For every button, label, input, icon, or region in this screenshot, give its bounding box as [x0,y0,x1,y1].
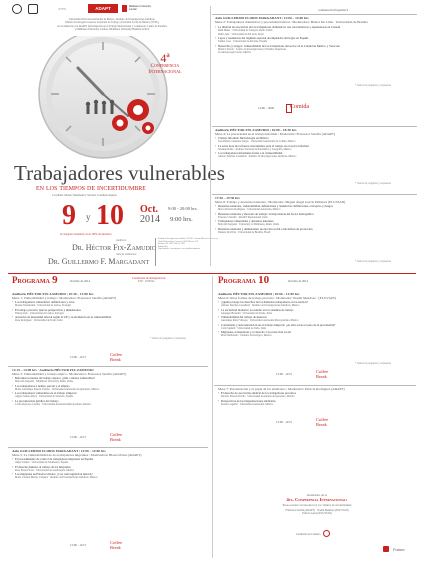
divider [214,385,416,386]
conferencia-label: Conferencia [150,64,180,69]
aula-label: Aula de seminarios: [116,253,137,256]
coffee-time: 12:00 - 12:15 [276,372,293,376]
main-title: Trabajadores vulnerables [14,161,225,185]
coffee-time: 12:00 - 12:15 [276,420,293,424]
date-month: Oct. [140,204,159,215]
auditorio-name: Dr. Héctor Fix-Zamudio [72,243,157,252]
program9-session2: 12:15 – 14:00 hrs · Auditorio HÉCTOR FIX-ZAMUDIO Mesa 3: Vulnerabilidad y trabajo atípico / Moderadora: Francesca Serafin (ADAPT) • Reformas recientes del trabajo atípico: ¿más o menos vulnerables? Malcolm Sargeant · Middlesex University, Reino Unido • Los trabajadores a tiempo parcial y el empleo María Guadalupe Salazar Llamas · Universidad Autónoma de Querétaro, México • Los trabajadores vulnerables en el trabajo temporal Ángela Vanesa Pérez · Universidad de Valencia, España • La precarización jurídica del trabajo Carlos Reynoso Castillo · Universidad Autónoma Metropolitana, México [12,368,207,406]
coffee-time: 12:00 - 12:15 [70,435,87,439]
comida-icon [286,104,292,113]
clausura-icon [323,530,330,537]
opening-title: Ceremonia de Inauguración [132,276,166,280]
coffee-break: Coffee Break [316,369,329,379]
date-time1: 9:00 - 20:00 hrs. [168,206,198,211]
unam-logo [10,4,24,13]
opening-time: 9:30 · 10:00 hrs [138,280,155,283]
coffee-break: Coffee Break [316,417,329,427]
program9-session1: Auditorio HÉCTOR FIX-ZAMUDIO | 10:30 – 12:00 hrs Mesa 1: Vulnerabilidad y trabajo / Moderadora: Francesca Serafin (ADAPT) • Los trabajadores vulnerables: definiciones y retos Moisés Tenenbaum · Universidad de Lisboa, Portugal • El trabajo precario: nuevas perspectivas y dimensiones Tibisay Pelo · Universidad de Lisboa, Portugal • Acuerdos de intensidad laboral según la UE y su incidencia en la vulnerabilidad Rosa Rodríguez · Universidad de Turín, Italia [12,292,207,323]
header-logos [10,4,170,16]
adapt-logo: ADAPT [88,4,118,13]
divider-vertical-top [155,238,156,266]
auditorio-label: Auditorio: [116,239,127,242]
date-day1: 9 [62,200,76,231]
divider [212,194,417,195]
right-low-session: 17:30 – 19:30 hrs Mesa 6: Trabajo y desastres naturales / Moderador: Miguel Ángel García Peñaloza (ELUVIAN) • Desastres naturales, vulnerabilidad, definiciones y tendencias: definiciones, conceptos y riesgos Marco Ricardo Rodríguez · Universidad Autónoma, México • Desastres naturales y mercado de trabajo: la importancia del factor demográfico Francesca Serafin · ADAPT International, Italia • Trabajadores vulnerables y desastres naturales Malcolm Sargeant · University of Middlesex, Reino Unido • Desastres naturales y ambientales: protección social e iniciativas de protección Daniela De Oliva · Universidad de Brasilia, Brasil [215,196,420,234]
note: * Sesión de preguntas y respuestas [150,337,186,340]
coffee-time: 12:00 - 12:15 [70,543,87,547]
date-y: y [86,212,91,222]
main-subtitle: en los tiempos de incertidumbre [36,183,146,192]
divider [8,447,208,448]
closing-block: Resultados de la 4ta. Conferencia Internacional: Trabajadores vulnerables en los tiempos de incertidumbre Francesca Serafin (ADAPT) · Noemí Mendoza (ELUVIAN) Patricia García (ELUVIAN) [282,493,352,515]
comida-time: 14:00 - 16:00 [258,106,275,110]
date-day2: 10 [96,200,124,231]
program10-month: Octubre de 2014 [288,279,308,283]
coffee-break: Coffee Break [110,540,123,550]
program10-title: Programa 10 [218,274,270,286]
iij-logo [26,4,40,13]
org-text: Universidad Nacional Autónoma de México, Instituto de Investigaciones Jurídicas, Oficina del Abogado General, Secretaría de Trabajo y Previsión Social de México (STPS), en coordinación con ADAPT (Investigación en el Trabajo Internacional y Comparado, Centro de Estudios y Middlesex University London, Middlesex University Business School [57,18,167,32]
program10-session1: Auditorio HÉCTOR FIX-ZAMUDIO | 10:00 – 12:00 hrs Mesa 6: Otras formas de trabajo precario / Moderador: Noemí Mendoza · (ELUVIAN) • ¿Quién protege los derechos de los llamados trabajadores en los hechos? Alfredo Sánchez-Castañeda · Instituto de Investigaciones Jurídicas, México • La esclavitud moderna: su estudio en los sistemas de trabajo Giuseppe Bronzini · Universidad de Roma, Italia • Vulnerabilidad del trabajo de menores Guadalupe Pérez Villegas · Universidad Autónoma Metropolitana, México • Contratistas y subcontratación en el trabajo temporal: ¿en ellos recae el peso de la precariedad? Carla Spinelli · Universidad de Turín, Italia • Migrantes, trabajadores y el derecho a la protección social Pilar Maldonado · Instituto Tecnológico, México [218,292,418,337]
right-top-session: Aula GUILLERMO FLORIS MARGADANT | 12:00 – 14:00 hrs Mesa 2: Trabajadores domésticos y precariedad laboral / Moderadora: Bianca De Lima · Universidad de Brasilia • La libertad de asociación de los trabajadores domésticos: sus características y experiencias en Canadá Ruth Dukes · Universidad de Glasgow, Reino Unido Raúl Liebe · Universidad de Tel Aviv, Israel • Leyes y tendencias del régimen especial de empleados del hogar en España Sandra Caso · Universidad de Alicante, España • Desarrollo y riesgos: vulnerabilidad de los trabajadores del sector en la Ciudad de México y Veracruz Mónica Toledo · Centro de Investigaciones y Estudios Superiores en Antropología Social, México [215,16,420,54]
coffee-time: 12:00 - 12:15 [70,355,87,359]
comida-label: Comida [290,104,309,110]
right-mid-session: Auditorio HÉCTOR FIX-ZAMUDIO | 16:00 – 18:30 hrs Mesa 4: La precariedad en el trabajo informal / Moderador: Francesca Serafin (ADAPT) • Trabajo informal: Metodología en México José Rafael Camarena Vargas · Universidad Autónoma de Colima, México • La sexta hora de la fuerza: mecanismos para el trabajo en el sector informal Susanne Rohte · Instituto Nacional de Estadística y Geografía, México • Los trabajadores informales frente a la vulnerabilidad Alberto Sánchez Castañeda · Instituto de Investigaciones Jurídicas, México [215,128,420,159]
stps-logo: STPS [58,6,66,11]
date-year: 2014 [140,214,160,225]
note: * Sesión de preguntas y respuestas [355,182,391,185]
middlesex-logo: Middlesex University London [122,4,158,13]
clausura-label: Ceremonia de Clausura [296,533,321,536]
program10-session2: Mesa 7: Precarización y el papel de los sindicatos / Moderador: Patricia Rodríguez (ADAPT) • El derecho de asociación sindical de los trabajadores precarios Ricardo Ernesto Dávila · Universidad Autónoma de Querétaro, México • Perspectivas de las Organizaciones sindicales Roberto Aguilar · Universidad Autónoma, México [218,387,418,406]
divider [212,14,417,15]
location-info: Instituto de Investigaciones Jurídicas, UNAM · Circuito Mario de la Cueva s/n, Ciudad Universitaria, Coyoacán, 04510 México, D.F. Informes: Tel. 5622 7474 ext. 1623 Entrada libre Cupo limitado · Inscripciones: www.juridicas.unam.mx [158,238,219,250]
coordinators: Coordinan: Moisés Tenenbaum y Salvador Castañeda Azpiazu [52,194,117,197]
divider-vertical-program [212,276,213,558]
date-time2: 9:00 hrs. [170,216,193,223]
note: * Sesión de preguntas y respuestas [355,260,391,263]
conference-badge [130,52,200,76]
aula-name: Dr. Guillermo F. Margadant [48,257,150,266]
note: * Sesión de preguntas y respuestas [355,362,391,365]
divider-vertical-main [210,6,211,266]
credits-note: Se otorgará Constancia con el 100% de asistencia [60,233,112,236]
program9-title: Programa 9 [12,274,58,286]
divider [212,126,417,127]
program9-session3: Aula GUILLERMO FLORIS MARGADANT | 12:00 – 14:00 hrs Mesa 5: La vulnerabilidad de los trabajadores migrantes / Moderadora: Blanca Pérez (ADAPT) • El procedimiento de control de trabajadores migrantes en España Ángel Gómez · Universidad de Salamanca, España • El derecho humano al trabajo de los migrantes Rosa Elena Flores · Universidad de Guadalajara, México • Los migrantes en Estados Unidos: ¿Con cuál regulación laboral? María Carmen Macías Vázquez · Instituto de Investigaciones Jurídicas, México [12,449,207,480]
program9-month: Octubre de 2014 [70,279,90,283]
conference-number: 4ª [160,51,170,65]
coffee-break: Coffee Break [110,432,123,442]
section-divider [8,273,416,274]
internacional-label: Internacional [148,70,182,75]
divider [8,366,208,367]
coffee-break: Coffee Break [110,352,123,362]
note: * Sesión de preguntas y respuestas [355,84,391,87]
continuation-label: continuación Programa 9 [318,8,349,12]
futuro-logo: Futuro [383,540,411,550]
